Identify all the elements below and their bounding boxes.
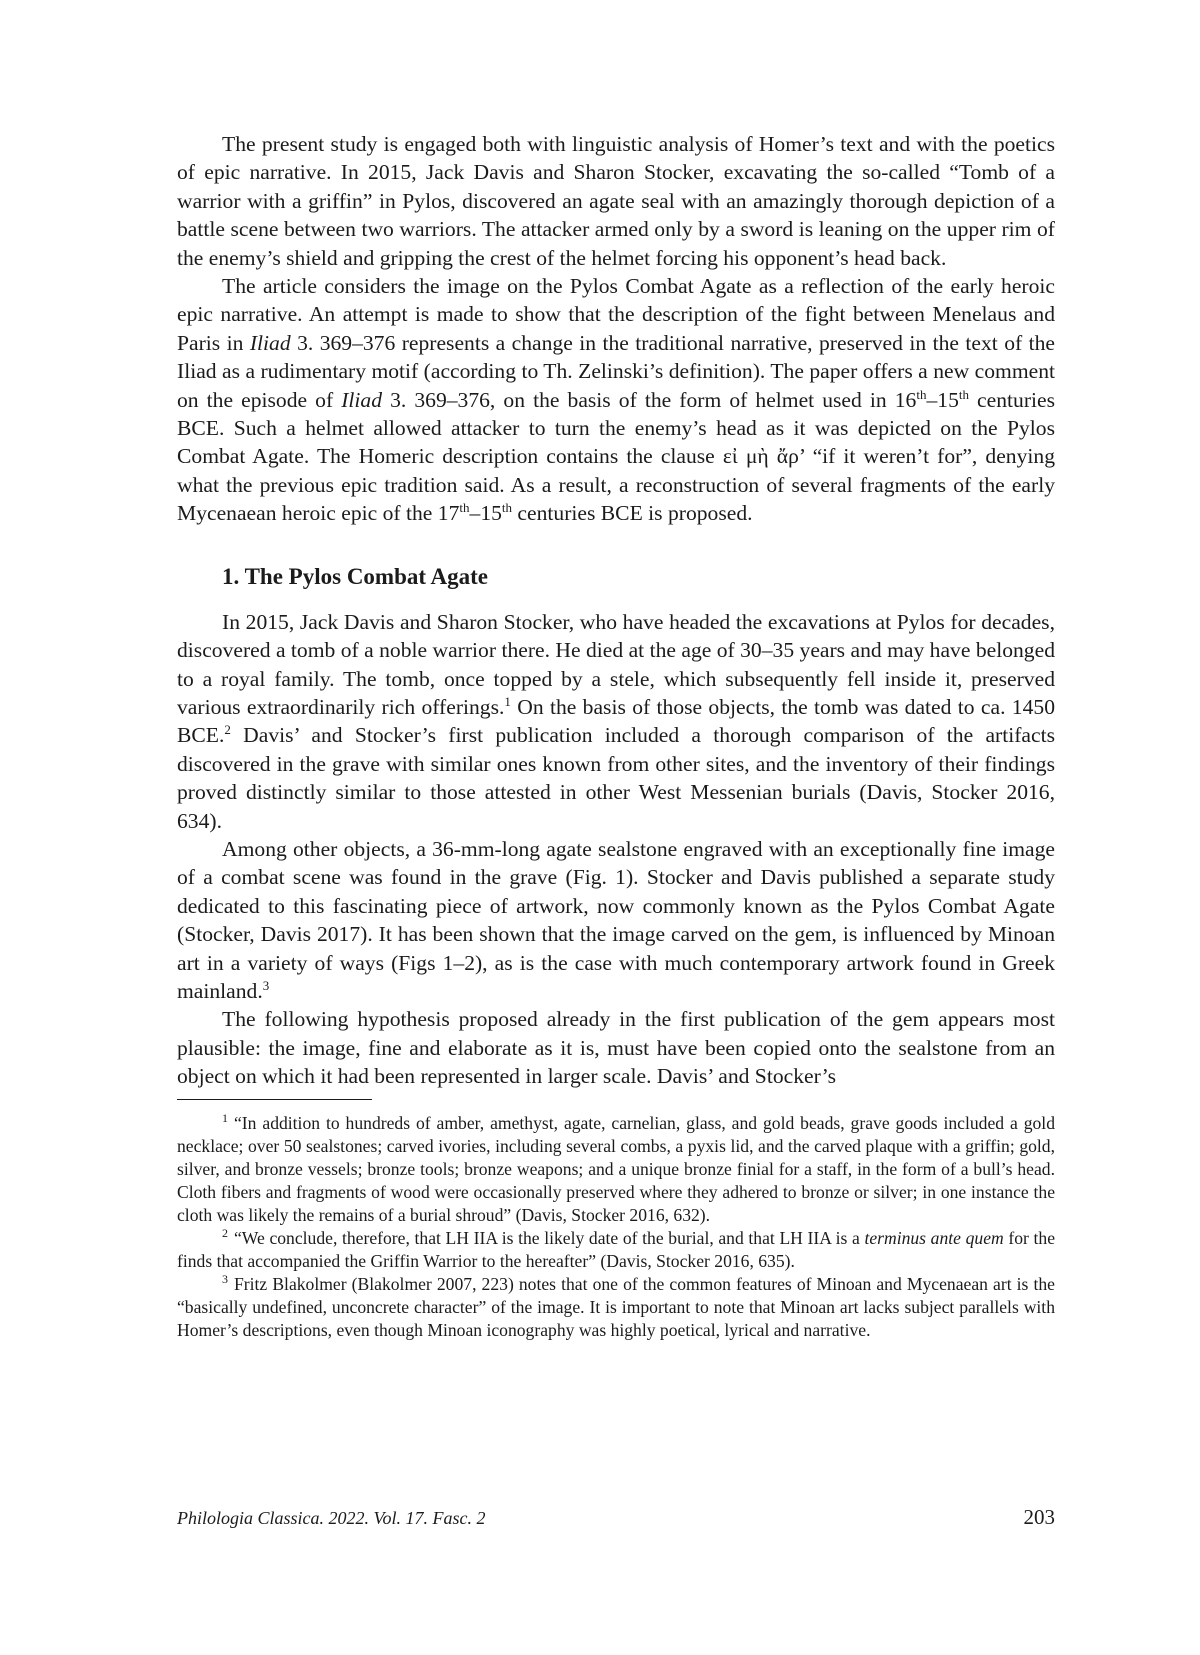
superscript: th <box>916 386 927 402</box>
abstract-paragraph-1: The present study is engaged both with linguistic analysis of Homer’s text and with the poetics of epic narrative. In 2015, Jack Davis and Sharon Stocker, excavating the so-called “Tomb of a warrior with a griffin” in Pylos, discovered an agate seal with an amazingly thorough depiction of a battle scene between two warriors. The attacker armed only by a sword is leaning on the upper rim of the enemy’s shield and gripping the crest of the helmet forcing his opponent’s head back. <box>177 132 1055 270</box>
abstract-paragraph-2: The article considers the image on the Pylos Combat Agate as a reflection of the early heroic epic narrative. An attempt is made to show that the description of the fight between Menelaus and Paris in Iliad 3. 369–376 represents a change in the traditional narrative, preserved in the text of the Iliad as a rudimentary motif (according to Th. Zelinski’s definition). The paper offers a new comment on the episode of Iliad 3. 369–376, on the basis of the form of helmet used in 16th–15th centuries BCE. Such a helmet allowed attacker to turn the enemy’s head as it was depicted on the Pylos Combat Agate. The Homeric description contains the clause εἰ μὴ ἄρ’ “if it weren’t for”, denying what the previous epic tradition said. As a result, a reconstruction of several fragments of the early Mycenaean heroic epic of the 17th–15th centuries BCE is proposed. <box>177 274 1055 526</box>
section-paragraph-1: In 2015, Jack Davis and Sharon Stocker, who have headed the excavations at Pylos for decades, discovered a tomb of a noble warrior there. He died at the age of 30–35 years and may have belonged to a royal family. The tomb, once topped by a stele, which subsequently fell inside it, preserved various extraordinarily rich offerings.$^1$ On the basis of those objects, the tomb was dated to ca. 1450 BCE.$^2$ Davis’ and Stocker’s first publication included a thorough comparison of the artifacts discovered in the grave with similar ones known from other sites, and the inventory of their findings proved distinctly similar to those attested in other West Messenian burials (Davis, Stocker 2016, 634). <box>177 609 1055 833</box>
footnote-3: $^3$ Fritz Blakolmer (Blakolmer 2007, 223) notes that one of the common features of Minoan and Mycenaean art is the “basically undefined, unconcrete character” of the image. It is important to note that Minoan art lacks subject parallels with Homer’s descriptions, even though Minoan iconography was highly poetical, lyrical and narrative. <box>177 1271 1055 1340</box>
section-paragraph-3: The following hypothesis proposed already in the first publication of the gem appears most plausible: the image, fine and elaborate as it is, must have been copied onto the sealstone from an object on which it had been represented in larger scale. Davis’ and Stocker’s <box>177 1007 1055 1089</box>
footnote-marker: 1 <box>222 1110 228 1125</box>
footnote-divider <box>177 1099 372 1100</box>
italic-title: Iliad <box>249 330 291 355</box>
page-footer <box>177 1505 1055 1535</box>
superscript: th <box>958 386 969 402</box>
italic-phrase: terminus ante quem <box>864 1227 1004 1248</box>
footnote-2: $^2$ “We conclude, therefore, that LH IIA is the likely date of the burial, and that LH IIA is a terminus ante quem for the finds that accompanied the Griffin Warrior to the hereafter” (Davis, Stocker 2016, 635). <box>177 1225 1056 1271</box>
section-paragraph-2: Among other objects, a 36-mm-long agate sealstone engraved with an exceptionally fine image of a combat scene was found in the grave (Fig. 1). Stocker and Davis published a separate study dedicated to this fascinating piece of artwork, now commonly known as the Pylos Combat Agate (Stocker, Davis 2017). It has been shown that the image carved on the gem, is influenced by Minoan art in a variety of ways (Figs 1–2), as is the case with much contemporary artwork found in Greek mainland.$^3$ <box>177 836 1055 1003</box>
italic-title: Iliad <box>341 387 383 412</box>
footnote-1: $^1$ “In addition to hundreds of amber, amethyst, agate, carnelian, glass, and gold beads, grave goods included a gold necklace; over 50 sealstones; carved ivories, including several combs, a pyxis lid, and the carved plaque with a griffin; gold, silver, and bronze vessels; bronze tools; bronze weapons; and a unique bronze finial for a staff, in the form of a bull’s head. Cloth fibers and fragments of wood were occasionally preserved where they adhered to bronze or silver; in one instance the cloth was likely the remains of a burial shroud” (Davis, Stocker 2016, 632). <box>177 1110 1055 1225</box>
section-heading: 1. The Pylos Combat Agate <box>222 563 488 589</box>
footnote-ref-3[interactable]: 3 <box>262 977 270 993</box>
page-number: 203 <box>1023 1505 1055 1529</box>
footnote-ref-1[interactable]: 1 <box>504 693 511 709</box>
footnote-marker: 3 <box>222 1271 228 1286</box>
superscript: th <box>501 500 513 516</box>
footnote-marker: 2 <box>222 1225 228 1240</box>
page-body <box>177 130 1055 1342</box>
superscript: th <box>459 500 470 516</box>
footnote-ref-2[interactable]: 2 <box>224 722 231 738</box>
journal-citation: Philologia Classica. 2022. Vol. 17. Fasc. 2 <box>177 1508 486 1528</box>
